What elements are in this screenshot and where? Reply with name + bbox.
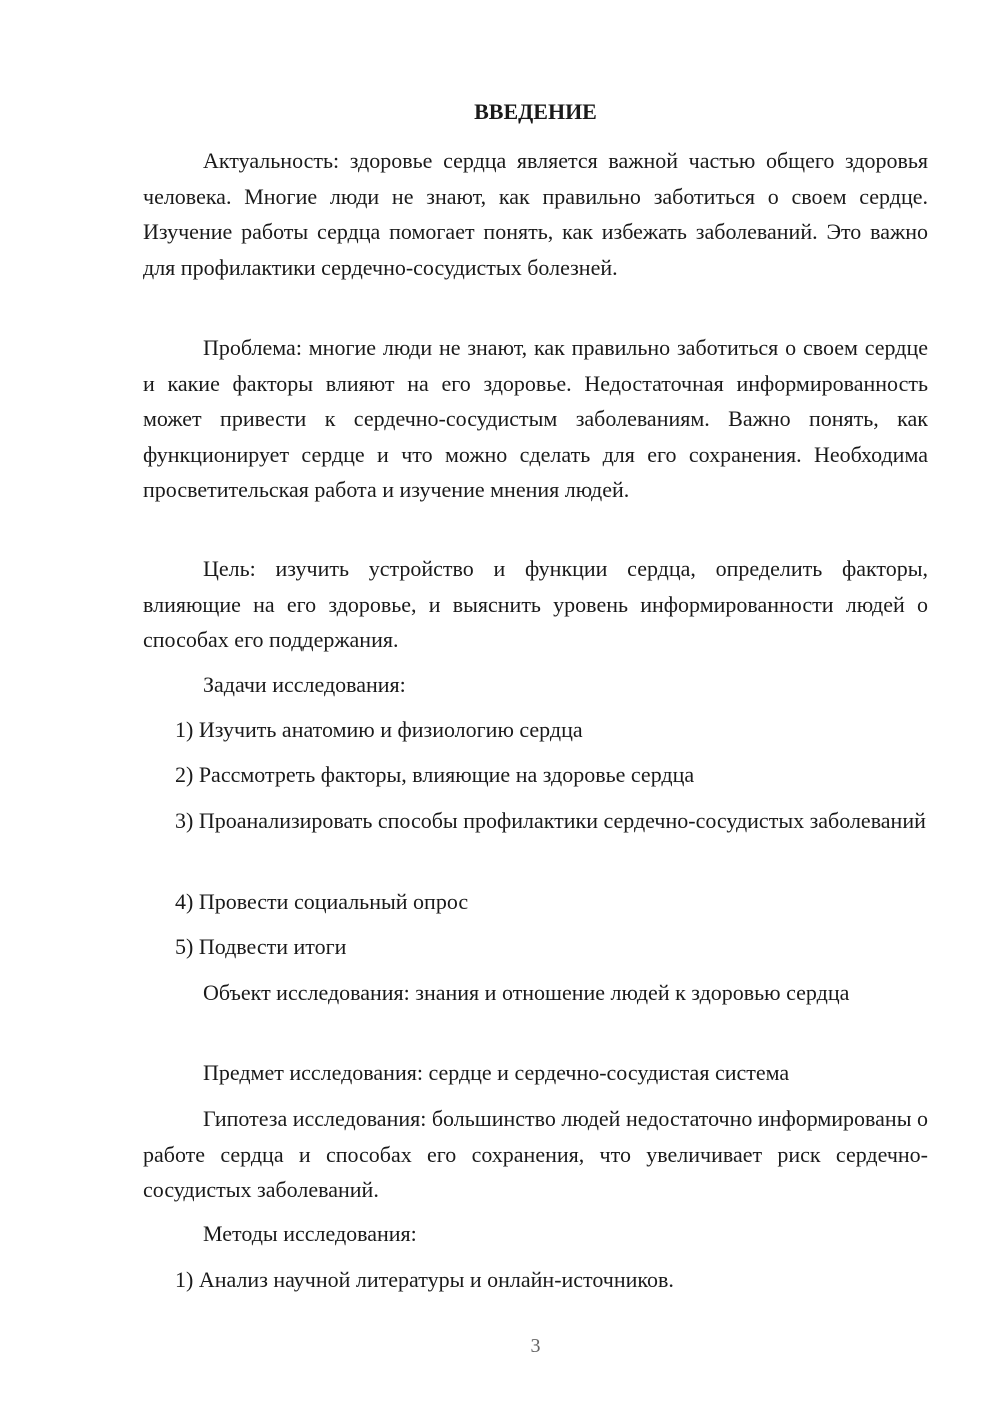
paragraph-goal: Цель: изучить устройство и функции сердца, определить факторы, влияющие на его здоровье, и выяснить уровень информированности людей о способах его поддержания.	[143, 556, 928, 652]
method-item: 1) Анализ научной литературы и онлайн-источников.	[175, 1267, 674, 1292]
task-item: 4) Провести социальный опрос	[175, 889, 469, 914]
methods-heading: Методы исследования:	[203, 1221, 417, 1246]
task-item: 5) Подвести итоги	[175, 934, 347, 959]
paragraph-subject: Предмет исследования: сердце и сердечно-сосудистая система	[203, 1060, 790, 1085]
task-item: 1) Изучить анатомию и физиологию сердца	[175, 717, 583, 742]
page-number: 3	[530, 1335, 541, 1357]
paragraph-hypothesis: Гипотеза исследования: большинство людей недостаточно информированы о работе сердца и способах его сохранения, что увеличивает риск сердечно-сосудистых заболеваний.	[143, 1106, 928, 1202]
paragraph-object: Объект исследования: знания и отношение людей к здоровью сердца	[203, 980, 850, 1005]
section-title: ВВЕДЕНИЕ	[474, 99, 597, 124]
paragraph-relevance: Актуальность: здоровье сердца является важной частью общего здоровья человека. Многие люди не знают, как правильно заботиться о своем сердце. Изучение работы сердца помогает понять, как избежать заболеваний. Это важно для профилактики сердечно-сосудистых болезней.	[143, 148, 928, 280]
task-item: 3) Проанализировать способы профилактики сердечно-сосудистых заболеваний	[175, 808, 926, 833]
tasks-heading: Задачи исследования:	[203, 672, 406, 697]
paragraph-problem: Проблема: многие люди не знают, как правильно заботиться о своем сердце и какие факторы влияют на его здоровье. Недостаточная информированность может привести к сердечно-сосудистым заболеваниям. Важно понять, как функционирует сердце и что можно сделать для его сохранения. Необходима просветительская работа и изучение мнения людей.	[143, 335, 928, 502]
task-item: 2) Рассмотреть факторы, влияющие на здоровье сердца	[175, 762, 695, 787]
